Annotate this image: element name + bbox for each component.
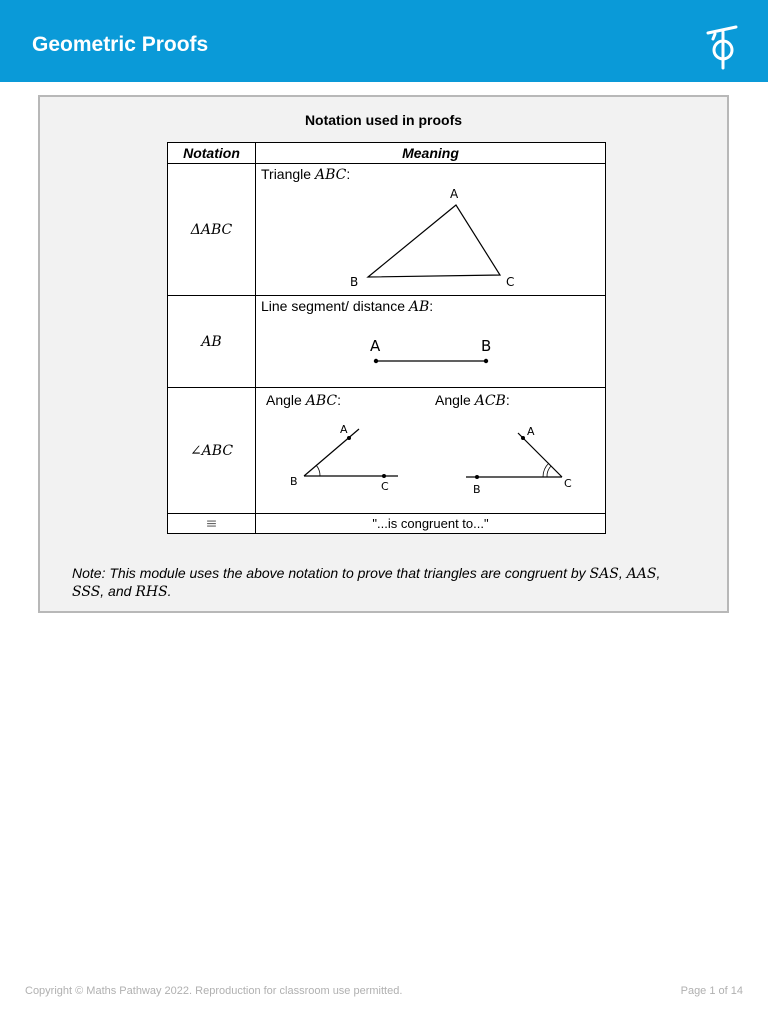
meaning-congruent: "...is congruent to..." bbox=[256, 514, 606, 534]
footer-copyright: Copyright © Maths Pathway 2022. Reproduction for classroom use permitted. bbox=[25, 985, 403, 997]
table-row bbox=[168, 388, 606, 514]
header-notation: Notation bbox=[168, 143, 256, 164]
notation-congruent: ≡ bbox=[168, 514, 256, 534]
table-header-row bbox=[168, 143, 606, 164]
vertex-label: C bbox=[506, 275, 515, 289]
page-header bbox=[0, 0, 768, 82]
notation-angle: ∠ABC bbox=[168, 388, 256, 514]
angle-label: A bbox=[527, 425, 535, 438]
angle-label: C bbox=[381, 480, 389, 493]
footer-page-number: Page 1 of 14 bbox=[680, 985, 743, 997]
angle-label: C bbox=[564, 477, 572, 490]
notation-table bbox=[167, 142, 606, 534]
vertex-label: A bbox=[450, 187, 459, 201]
meaning-text-2: Angle ACB: bbox=[435, 392, 510, 409]
endpoint-label: A bbox=[370, 337, 381, 355]
triangle-figure bbox=[256, 164, 604, 294]
page-title: Geometric Proofs bbox=[32, 33, 209, 56]
note-text: Note: This module uses the above notation to prove that triangles are congruent by SAS, AAS, SSS, and RHS. bbox=[72, 565, 661, 600]
table-row bbox=[168, 514, 606, 534]
notation-panel bbox=[38, 95, 729, 613]
vertex-label: B bbox=[350, 275, 359, 289]
header-meaning: Meaning bbox=[256, 143, 606, 164]
meaning-segment bbox=[256, 296, 606, 388]
angle-label: B bbox=[473, 483, 481, 496]
panel-title: Notation used in proofs bbox=[304, 112, 463, 128]
meaning-angle bbox=[256, 388, 606, 514]
angle-label: B bbox=[290, 475, 298, 488]
meaning-text: Triangle ABC: bbox=[261, 166, 351, 183]
meaning-text: Line segment/ distance AB: bbox=[261, 298, 434, 315]
maths-pathway-logo-icon bbox=[702, 24, 742, 70]
meaning-triangle bbox=[256, 164, 606, 296]
notation-triangle: ΔABC bbox=[168, 164, 256, 296]
meaning-text: Angle ABC: bbox=[266, 392, 341, 409]
table-row bbox=[168, 296, 606, 388]
endpoint-label: B bbox=[481, 337, 492, 355]
notation-segment: AB bbox=[168, 296, 256, 388]
segment-figure bbox=[256, 296, 604, 386]
table-row bbox=[168, 164, 606, 296]
angle-figure bbox=[256, 388, 604, 513]
angle-label: A bbox=[340, 423, 348, 436]
